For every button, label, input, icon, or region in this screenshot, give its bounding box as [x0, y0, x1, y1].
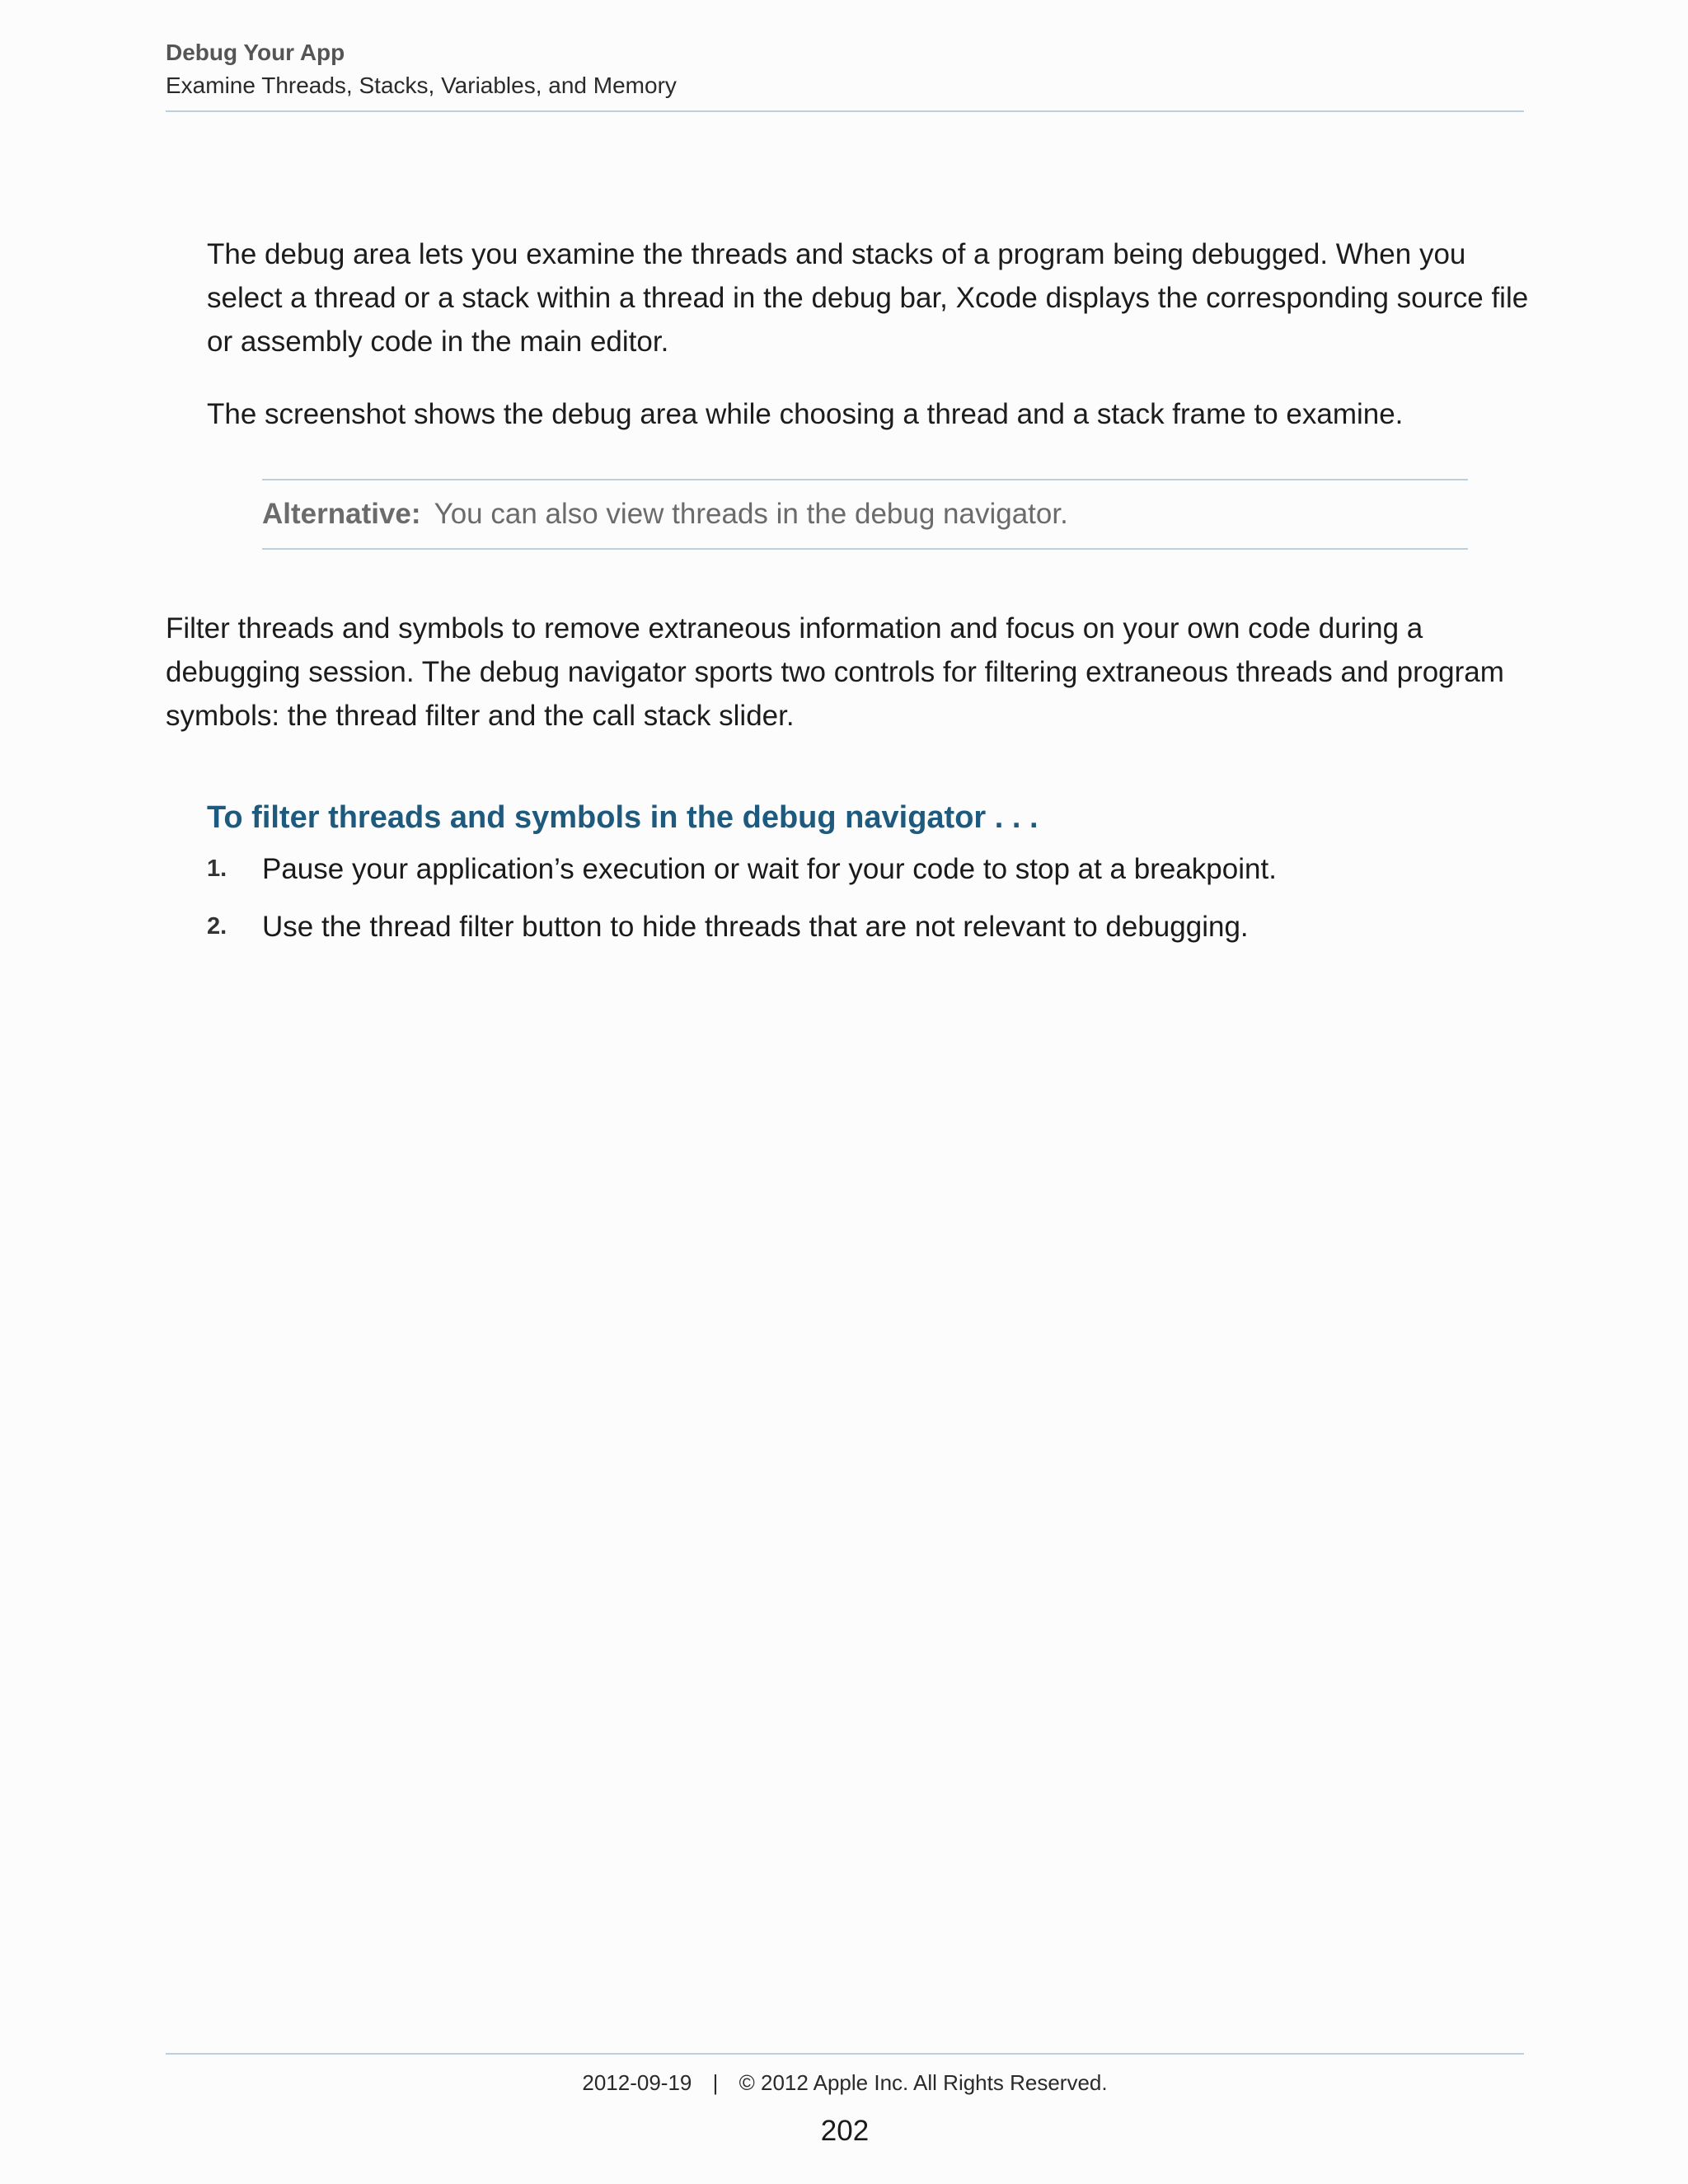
callout-label: Alternative: — [262, 498, 421, 530]
footer-separator: | — [712, 2070, 719, 2095]
page-number: 202 — [820, 2115, 870, 2147]
alternative-callout — [262, 479, 1468, 550]
page-header — [166, 36, 1524, 112]
chapter-title: Debug Your App — [166, 40, 345, 65]
footer-copyright: © 2012 Apple Inc. All Rights Reserved. — [738, 2070, 1108, 2095]
filter-paragraph: Filter threads and symbols to remove extraneous information and focus on your own code during a debugging session. The debug navigator sports two controls for filtering extraneous threads and program symbols: the thread filter and the call stack slider. — [166, 612, 1504, 732]
screenshot-paragraph: The screenshot shows the debug area while choosing a thread and a stack frame to examine. — [207, 398, 1404, 430]
intro-paragraph: The debug area lets you examine the threads and stacks of a program being debugged. When you select a thread or a stack within a thread in the debug bar, Xcode displays the corresponding source file or assembly code in the main editor. — [207, 238, 1529, 358]
footer-line — [166, 2066, 1524, 2099]
step-number: 2. — [207, 913, 227, 940]
step-text: Use the thread filter button to hide threads that are not relevant to debugging. — [262, 911, 1249, 943]
task-step — [207, 847, 1534, 891]
task-step — [207, 905, 1534, 949]
callout-text: You can also view threads in the debug navigator. — [434, 498, 1068, 530]
page-footer — [166, 2053, 1524, 2150]
section-title: Examine Threads, Stacks, Variables, and Memory — [166, 73, 677, 98]
step-text: Pause your application’s execution or wait for your code to stop at a breakpoint. — [262, 853, 1277, 885]
task-steps — [207, 847, 1534, 963]
step-number: 1. — [207, 855, 227, 882]
task-heading: To filter threads and symbols in the debug navigator . . . — [207, 800, 1039, 835]
footer-date: 2012-09-19 — [582, 2070, 692, 2095]
